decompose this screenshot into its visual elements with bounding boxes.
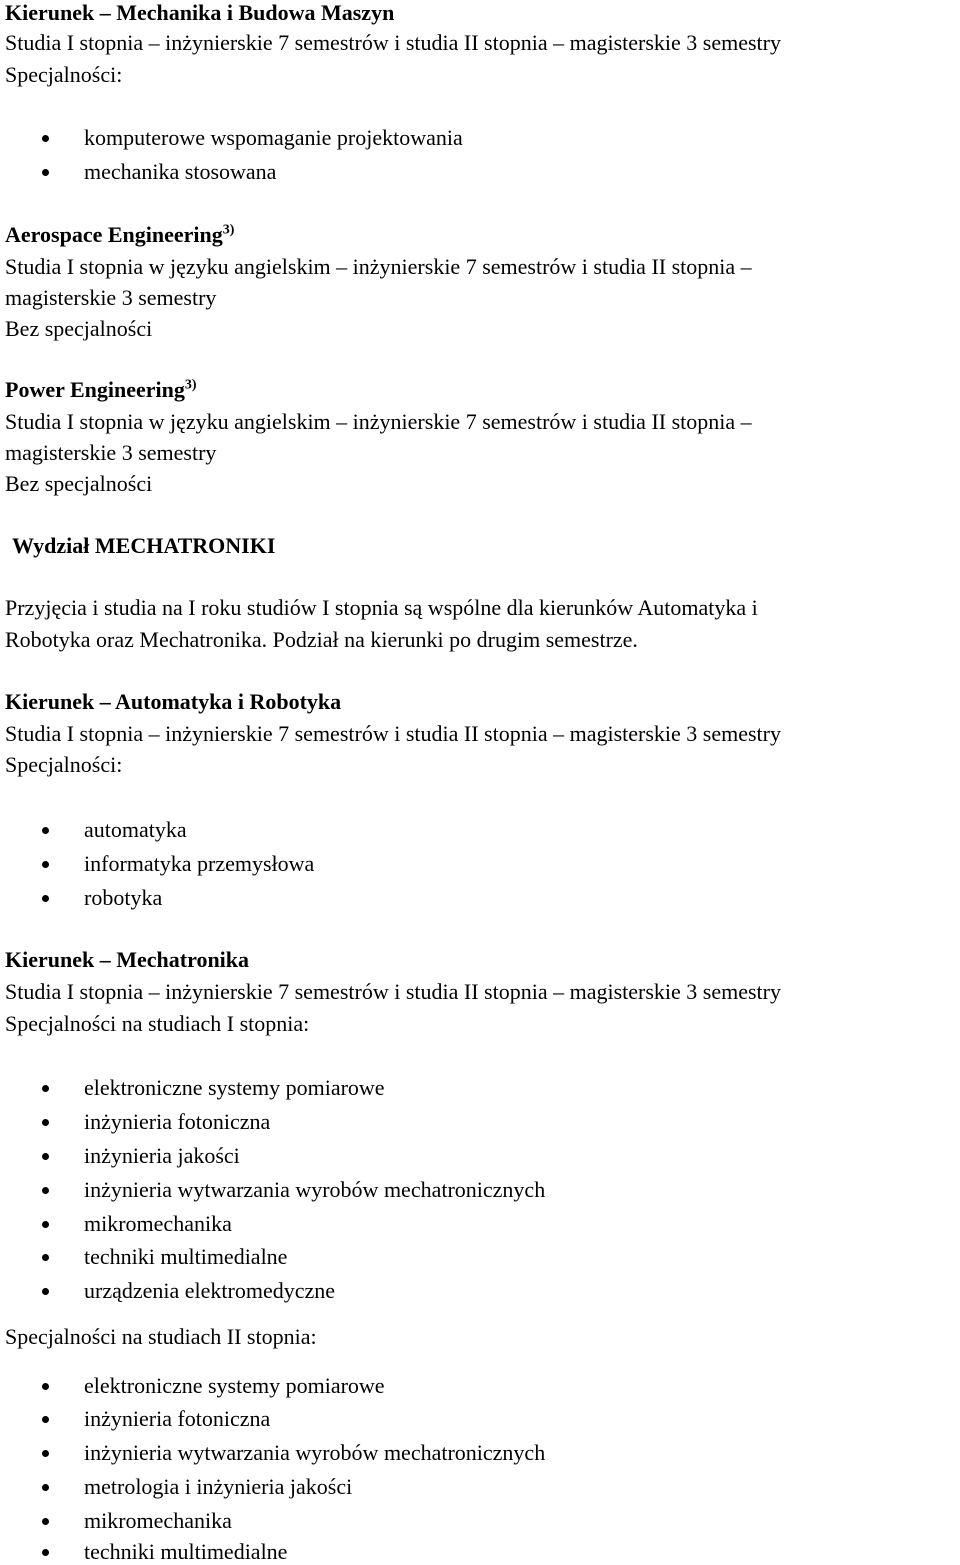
list-item-label: mechanika stosowana xyxy=(84,159,277,184)
list-item-label: inżynieria fotoniczna xyxy=(84,1109,271,1134)
air-title: Kierunek – Automatyka i Robotyka xyxy=(5,689,342,714)
power-spec: Bez specjalności xyxy=(5,471,153,496)
list-item-label: elektroniczne systemy pomiarowe xyxy=(84,1075,385,1100)
bullet-icon xyxy=(42,1416,49,1423)
power-studies-line-1: Studia I stopnia w języku angielskim – inżynierskie 7 semestrów i studia II stopnia – xyxy=(5,409,752,434)
aero-footnote-mark: 3) xyxy=(222,222,235,238)
list-item-label: techniki multimedialne xyxy=(84,1244,288,1269)
air-spec-label: Specjalności: xyxy=(5,752,123,777)
bullet-icon xyxy=(42,1484,49,1491)
list-item-label: komputerowe wspomaganie projektowania xyxy=(84,125,463,150)
list-item-label: techniki multimedialne xyxy=(84,1539,288,1564)
bullet-icon xyxy=(42,1221,49,1228)
bullet-icon xyxy=(42,135,49,142)
bullet-icon xyxy=(42,1119,49,1126)
bullet-icon xyxy=(42,1085,49,1092)
list-item-label: metrologia i inżynieria jakości xyxy=(84,1474,353,1499)
list-item-label: informatyka przemysłowa xyxy=(84,851,315,876)
bullet-icon xyxy=(42,895,49,902)
mech-studies: Studia I stopnia – inżynierskie 7 semestrów i studia II stopnia – magisterskie 3 semestry xyxy=(5,979,781,1004)
list-item-label: inżynieria wytwarzania wyrobów mechatronicznych xyxy=(84,1440,546,1465)
bullet-icon xyxy=(42,1450,49,1457)
air-studies: Studia I stopnia – inżynierskie 7 semestrów i studia II stopnia – magisterskie 3 semestry xyxy=(5,721,781,746)
power-footnote-mark: 3) xyxy=(184,377,197,393)
list-item-label: robotyka xyxy=(84,885,163,910)
mbm-title: Kierunek – Mechanika i Budowa Maszyn xyxy=(5,0,395,25)
bullet-icon xyxy=(42,1518,49,1525)
bullet-icon xyxy=(42,1549,49,1556)
bullet-icon xyxy=(42,1383,49,1390)
list-item-label: inżynieria wytwarzania wyrobów mechatronicznych xyxy=(84,1177,546,1202)
bullet-icon xyxy=(42,861,49,868)
power-title xyxy=(5,377,197,403)
bullet-icon xyxy=(42,827,49,834)
mech-spec2-label: Specjalności na studiach II stopnia: xyxy=(5,1324,317,1349)
mbm-spec-label: Specjalności: xyxy=(5,62,123,87)
mech-title: Kierunek – Mechatronika xyxy=(5,947,250,972)
list-item-label: inżynieria jakości xyxy=(84,1143,240,1168)
bullet-icon xyxy=(42,169,49,176)
list-item-label: mikromechanika xyxy=(84,1508,232,1533)
faculty-title: Wydział MECHATRONIKI xyxy=(12,533,276,558)
aero-studies-line-2: magisterskie 3 semestry xyxy=(5,285,217,310)
bullet-icon xyxy=(42,1153,49,1160)
mech-spec1-label: Specjalności na studiach I stopnia: xyxy=(5,1011,310,1036)
power-title-text: Power Engineering xyxy=(5,377,185,402)
mbm-studies: Studia I stopnia – inżynierskie 7 semestrów i studia II stopnia – magisterskie 3 semestry xyxy=(5,30,781,55)
list-item-label: elektroniczne systemy pomiarowe xyxy=(84,1373,385,1398)
bullet-icon xyxy=(42,1187,49,1194)
list-item-label: mikromechanika xyxy=(84,1211,232,1236)
list-item-label: inżynieria fotoniczna xyxy=(84,1406,271,1431)
aero-studies-line-1: Studia I stopnia w języku angielskim – inżynierskie 7 semestrów i studia II stopnia – xyxy=(5,254,752,279)
aero-title xyxy=(5,222,234,248)
faculty-intro-line-2: Robotyka oraz Mechatronika. Podział na kierunki po drugim semestrze. xyxy=(5,627,638,652)
list-item-label: automatyka xyxy=(84,817,187,842)
list-item-label: urządzenia elektromedyczne xyxy=(84,1278,336,1303)
faculty-intro-line-1: Przyjęcia i studia na I roku studiów I stopnia są wspólne dla kierunków Automatyka i xyxy=(5,595,758,620)
power-studies-line-2: magisterskie 3 semestry xyxy=(5,440,217,465)
aero-title-text: Aerospace Engineering xyxy=(5,222,223,247)
bullet-icon xyxy=(42,1254,49,1261)
bullet-icon xyxy=(42,1288,49,1295)
aero-spec: Bez specjalności xyxy=(5,316,153,341)
